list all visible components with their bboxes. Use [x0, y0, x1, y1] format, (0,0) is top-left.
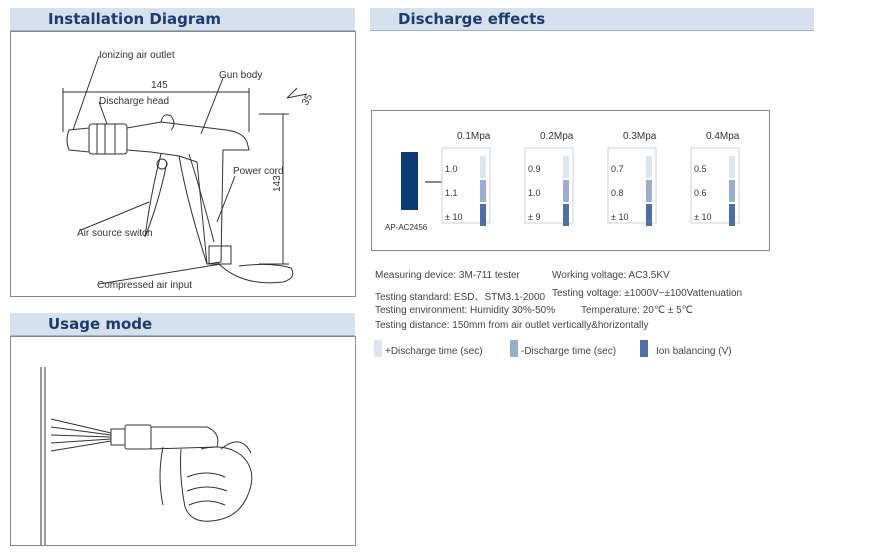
- column-pressure: 0.2Mpa: [540, 131, 574, 142]
- spec-temperature: Temperature: 20℃ ± 5℃: [581, 305, 693, 316]
- spec-testing-standard: Testing standard: ESD、STM3.1-2000: [375, 292, 546, 303]
- column-value-ion: ± 10: [611, 212, 629, 222]
- usage-illustration: [11, 337, 355, 545]
- column-value-ion: ± 10: [694, 212, 712, 222]
- column-bar-minus: [480, 180, 486, 202]
- gun-handle: [179, 156, 207, 264]
- column-value-plus: 0.9: [528, 164, 541, 174]
- spec-testing-distance: Testing distance: 150mm from air outlet vertically&horizontally: [375, 320, 649, 331]
- device-box: [401, 152, 418, 210]
- column-value-minus: 0.6: [694, 188, 707, 198]
- nozzle: [67, 128, 89, 152]
- column-pressure: 0.4Mpa: [706, 131, 740, 142]
- column-bar-ion: [480, 204, 486, 226]
- installation-title: Installation Diagram: [48, 10, 222, 28]
- legend-swatch-ion: [640, 340, 648, 357]
- discharge-head: [89, 124, 127, 154]
- column-bar-minus: [729, 180, 735, 202]
- label-dimension-height: 143: [272, 175, 283, 192]
- discharge-header: [370, 8, 814, 31]
- legend-swatch-plus: [374, 340, 382, 357]
- usage-panel: [10, 336, 356, 546]
- spec-testing-environment: Testing environment: Humidity 30%-50%: [375, 305, 556, 316]
- column-bar-minus: [646, 180, 652, 202]
- label-compressed-air-input: Compressed air input: [97, 280, 193, 291]
- label-ionizing-outlet: Ionizing air outlet: [99, 50, 175, 61]
- label-gun-body: Gun body: [219, 70, 263, 81]
- column-bar-ion: [729, 204, 735, 226]
- usage-title: Usage mode: [48, 315, 153, 333]
- spec-working-voltage: Working voltage: AC3.5KV: [552, 270, 670, 281]
- installation-header: [10, 8, 355, 31]
- column-bar-plus: [480, 156, 486, 178]
- column-bar-ion: [563, 204, 569, 226]
- label-discharge-head: Discharge head: [99, 96, 170, 107]
- label-dimension-angle: 35: [300, 92, 316, 108]
- column-bar-plus: [563, 156, 569, 178]
- gun-body: [127, 122, 249, 264]
- column-value-plus: 1.0: [445, 164, 458, 174]
- column-value-ion: ± 10: [445, 212, 463, 222]
- compressed-air-fitting: [209, 246, 231, 264]
- installation-diagram: [11, 32, 355, 296]
- column-value-minus: 0.8: [611, 188, 624, 198]
- air-spray: [51, 419, 111, 451]
- column-value-plus: 0.5: [694, 164, 707, 174]
- label-power-cord: Power cord: [233, 166, 284, 177]
- air-source-switch: [145, 154, 167, 237]
- hand: [181, 447, 252, 521]
- power-cord: [217, 262, 293, 283]
- column-value-ion: ± 9: [528, 212, 541, 222]
- column-pressure: 0.3Mpa: [623, 131, 657, 142]
- column-pressure: 0.1Mpa: [457, 131, 491, 142]
- device-label: AP-AC2456: [385, 223, 428, 232]
- column-bar-ion: [646, 204, 652, 226]
- legend-ion-label: Ion balancing (V): [656, 346, 732, 357]
- label-air-source-switch: Air source switch: [77, 228, 153, 239]
- usage-header: [10, 313, 355, 336]
- label-dimension-width: 145: [151, 80, 168, 91]
- legend-swatch-minus: [510, 340, 518, 357]
- column-bar-plus: [646, 156, 652, 178]
- discharge-title: Discharge effects: [398, 10, 546, 28]
- discharge-chart: [372, 111, 769, 250]
- installation-panel: [10, 31, 356, 297]
- spec-measuring-device: Measuring device: 3M-711 tester: [375, 270, 520, 281]
- column-value-minus: 1.0: [528, 188, 541, 198]
- column-value-minus: 1.1: [445, 188, 458, 198]
- legend-minus-label: -Discharge time (sec): [521, 346, 617, 357]
- discharge-chart-panel: [371, 110, 770, 251]
- column-value-plus: 0.7: [611, 164, 624, 174]
- column-bar-plus: [729, 156, 735, 178]
- spec-testing-voltage: Testing voltage: ±1000V~±100Vattenuation: [552, 288, 743, 299]
- legend-plus-label: +Discharge time (sec): [385, 346, 483, 357]
- column-bar-minus: [563, 180, 569, 202]
